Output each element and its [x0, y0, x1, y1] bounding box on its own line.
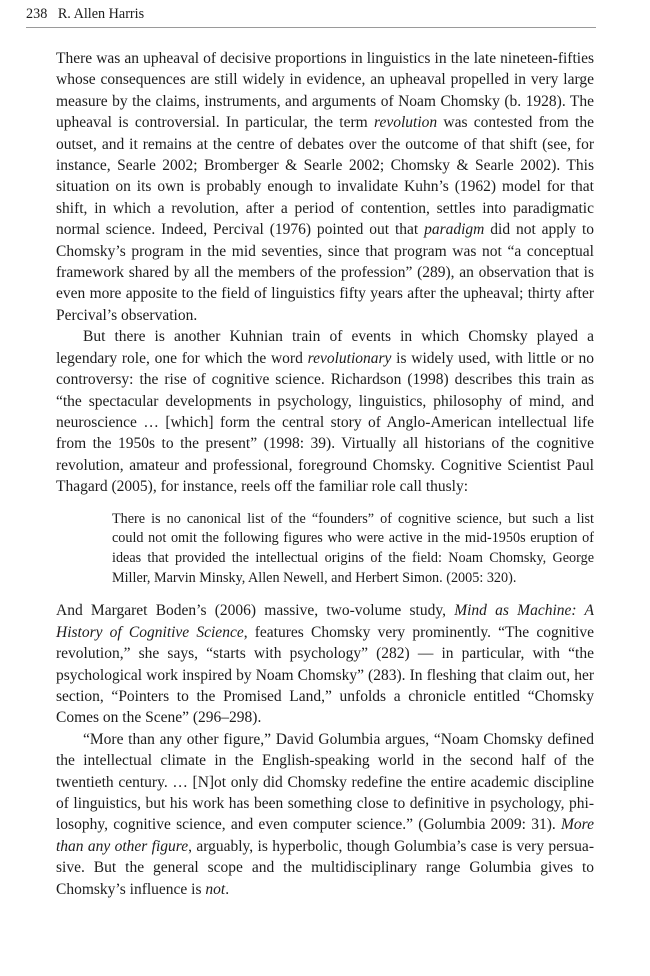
- paragraph-2: [56, 326, 594, 497]
- paragraph-3: [56, 600, 594, 728]
- term-revolutionary: revolutionary: [307, 349, 392, 367]
- running-head: [26, 5, 596, 23]
- paragraph-2-text-b: is widely used, with little or no controversy: the rise of cognitive science. Richardson (1998) describes this train as “the spectacular developments in psychology, linguistics, philosophy of mind, and neuroscience … [which] form the central story of Anglo-American intellectual life from the 1950s to the present” (1998: 39). Virtually all historians of the cognitive revolution, amateur and professional, foreground Chomsky. Cognitive Scientist Paul Thagard (2005), for instance, reels off the familiar role call thusly:: [56, 349, 594, 496]
- emphasis-phrase: More than any other figure: [56, 816, 594, 855]
- paragraph-4-text-c: .: [225, 880, 230, 898]
- paragraph-4-text-b: , arguably, is hyperbolic, though Golumbia’s case is very persuasive. But the general scope and the multidisciplinary range Golumbia gives to Chomsky’s influence is: [56, 837, 594, 898]
- term-revolution: revolution: [373, 114, 438, 132]
- header-rule: [26, 27, 596, 28]
- paragraph-4-text-a: “More than any other figure,” David Golumbia argues, “Noam Chomsky defined the intellectual climate in the English-speaking world in the second half of the twentieth century. … [N]ot only did Chomsky redefine the entire academic discipline of linguistics, but his work has been something close to definitive in psychology, philosophy, cognitive science, and even computer science.” (Golumbia 2009: 31).: [56, 730, 594, 834]
- paragraph-4: [56, 729, 594, 900]
- paragraph-1-text-a: There was an upheaval of decisive proportions in linguistics in the late nineteen-fifties whose consequences are still widely in evidence, an upheaval propelled in very large measure by the claims, instruments, and arguments of Noam Chomsky (b. 1928). The upheaval is controversial. In particular, the term: [56, 50, 594, 132]
- term-paradigm: paradigm: [424, 221, 485, 239]
- page-number: 238: [26, 6, 48, 22]
- running-head-author: R. Allen Harris: [57, 6, 145, 22]
- paragraph-3-text-b: , features Chomsky very prominently. “The cognitive revolution,” she says, “starts with psychology” (282) — in particular, with “the psychological work inspired by Noam Chomsky” (283). In fleshing that claim out, her section, “Pointers to the Promised Land,” unfolds a chronicle entitled “Chomsky Comes on the Scene” (296–298).: [56, 623, 594, 727]
- book-title: Mind as Machine: A History of Cognitive Science: [56, 602, 595, 641]
- body-text: [56, 48, 594, 900]
- paragraph-1: [56, 48, 594, 326]
- paragraph-2-text-a: But there is another Kuhnian train of events in which Chomsky played a legendary role, one for which the word: [56, 328, 594, 367]
- paragraph-3-text-a: And Margaret Boden’s (2006) massive, two-volume study,: [56, 602, 455, 620]
- emphasis-not: not: [205, 880, 226, 898]
- paragraph-1-text-c: did not apply to Chomsky’s program in the mid seventies, since that program was not “a conceptual framework shared by all the members of the profession” (289), an observation that is even more apposite to the field of linguistics fifty years after the upheaval; thirty after Percival’s observation.: [56, 221, 594, 324]
- paragraph-1-text-b: was contested from the outset, and it remains at the centre of debates over the outcome of that shift (see, for instance, Searle 2002; Bromberger & Searle 2002; Chomsky & Searle 2002). This situation on its own is probably enough to invalidate Kuhn’s (1962) model for that shift, in which a revolution, after a period of contention, settles into paradigmatic normal science. Indeed, Percival (1976) pointed out that: [56, 114, 594, 239]
- block-quote: There is no canonical list of the “founders” of cognitive science, but such a list could not omit the following figures who were active in the mid-1950s eruption of ideas that provided the intellectual origins of the field: Noam Chomsky, George Miller, Marvin Minsky, Allen Newell, and Herbert Simon. (2005: 320).: [112, 510, 594, 586]
